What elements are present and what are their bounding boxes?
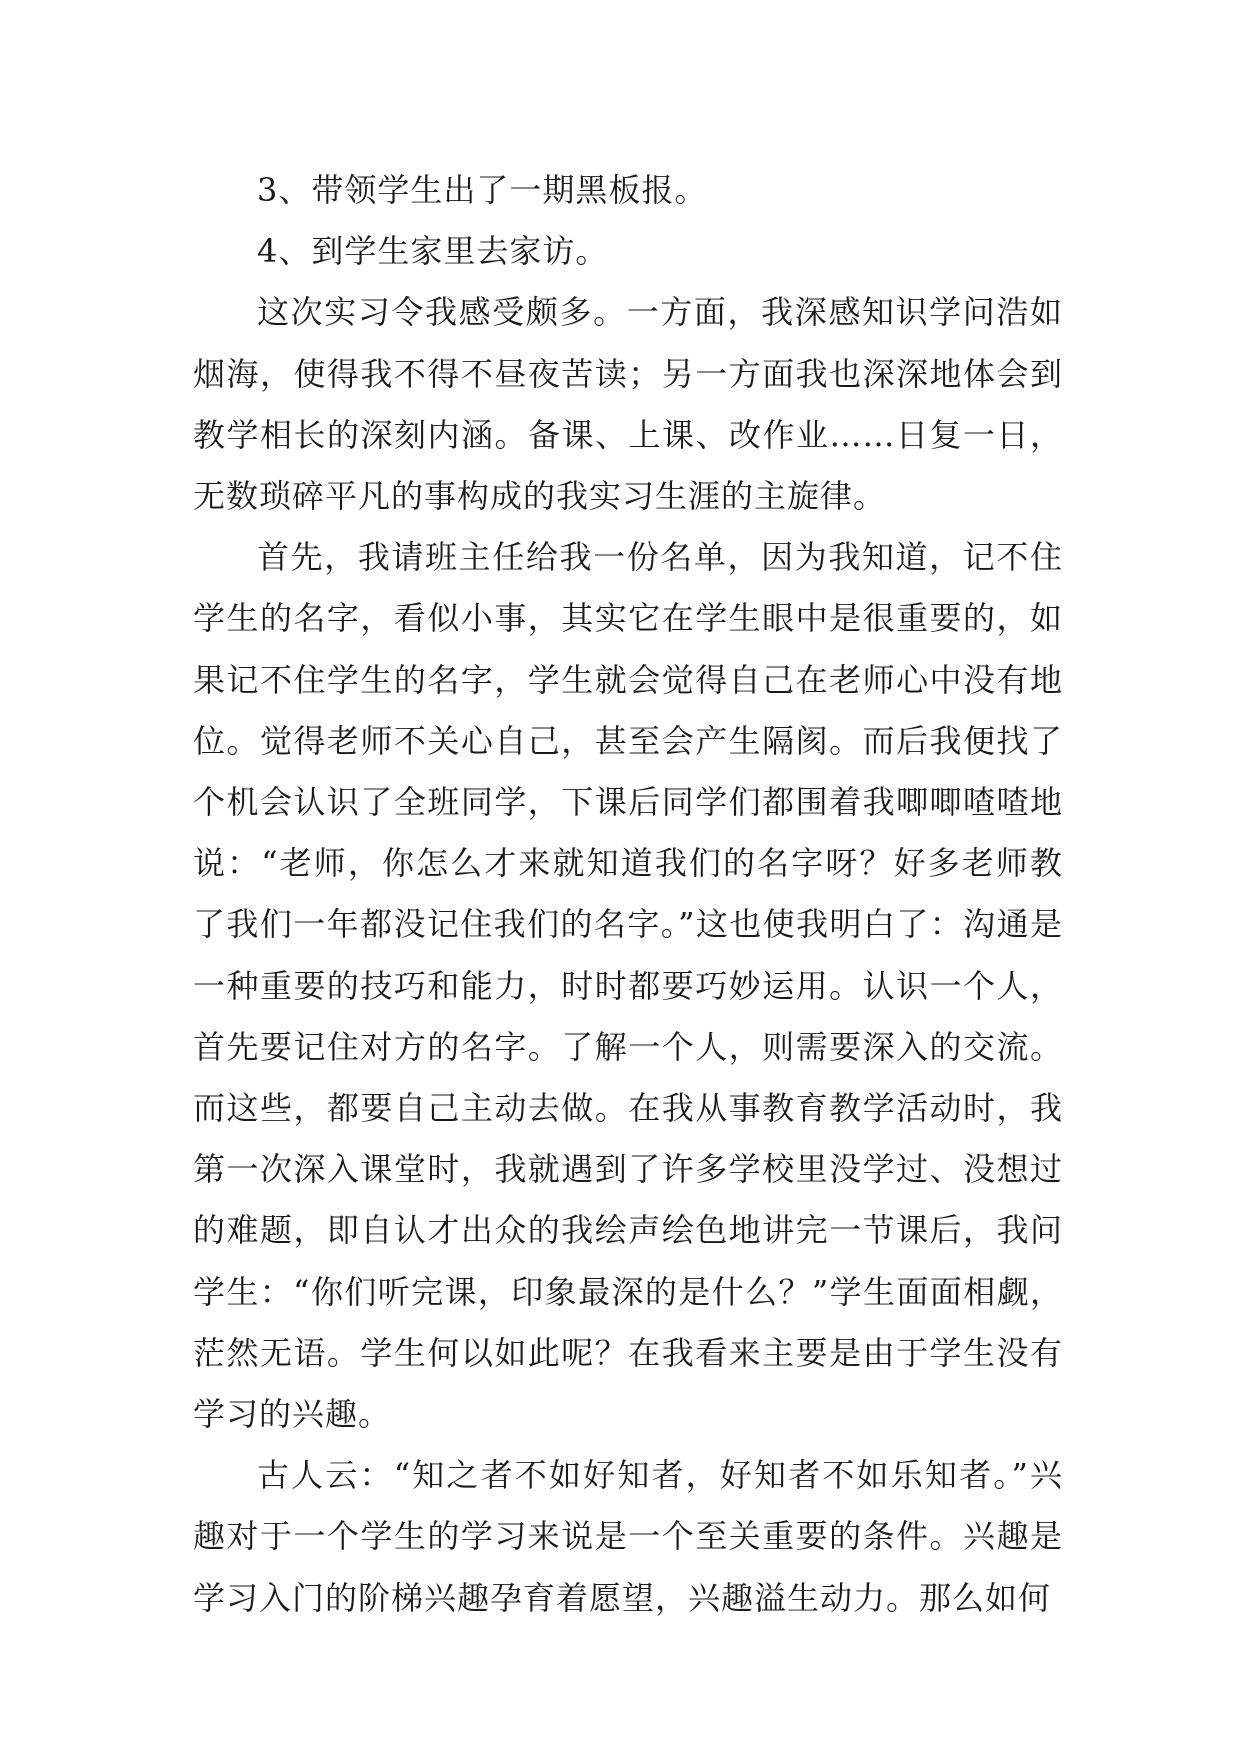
paragraph-student-names: 首先，我请班主任给我一份名单，因为我知道，记不住学生的名字，看似小事，其实它在学生眼中是很重要的，如果记不住学生的名字，学生就会觉得自己在老师心中没有地位。觉得老师不关心自己，甚至会产生隔阂。而后我便找了个机会认识了全班同学，下课后同学们都围着我唧唧喳喳地说：“老师，你怎么才来就知道我们的名字呀？好多老师教了我们一年都没记住我们的名字。”这也使我明白了：沟通是一种重要的技巧和能力，时时都要巧妙运用。认识一个人，首先要记住对方的名字。了解一个人，则需要深入的交流。而这些，都要自己主动去做。在我从事教育教学活动时，我第一次深入课堂时，我就遇到了许多学校里没学过、没想过的难题，即自认才出众的我绘声绘色地讲完一节课后，我问学生：“你们听完课，印象最深的是什么？”学生面面相觑，茫然无语。学生何以如此呢？在我看来主要是由于学生没有学习的兴趣。 (193, 538, 1063, 1434)
paragraph-internship-feelings: 这次实习令我感受颇多。一方面，我深感知识学问浩如烟海，使得我不得不昼夜苦读；另一方面我也深深地体会到教学相长的深刻内涵。备课、上课、改作业……日复一日，无数琐碎平凡的事构成的我实习生涯的主旋律。 (193, 293, 1063, 516)
document-body (193, 160, 1063, 1629)
paragraph-item-4: 4、到学生家里去家访。 (257, 232, 609, 271)
paragraph-item-3: 3、带领学生出了一期黑板报。 (257, 171, 708, 209)
paragraph-interest: 古人云：“知之者不如好知者，好知者不如乐知者。”兴趣对于一个学生的学习来说是一个至关重要的条件。兴趣是学习入门的阶梯兴趣孕育着愿望，兴趣溢生动力。那么如何 (193, 1456, 1063, 1617)
